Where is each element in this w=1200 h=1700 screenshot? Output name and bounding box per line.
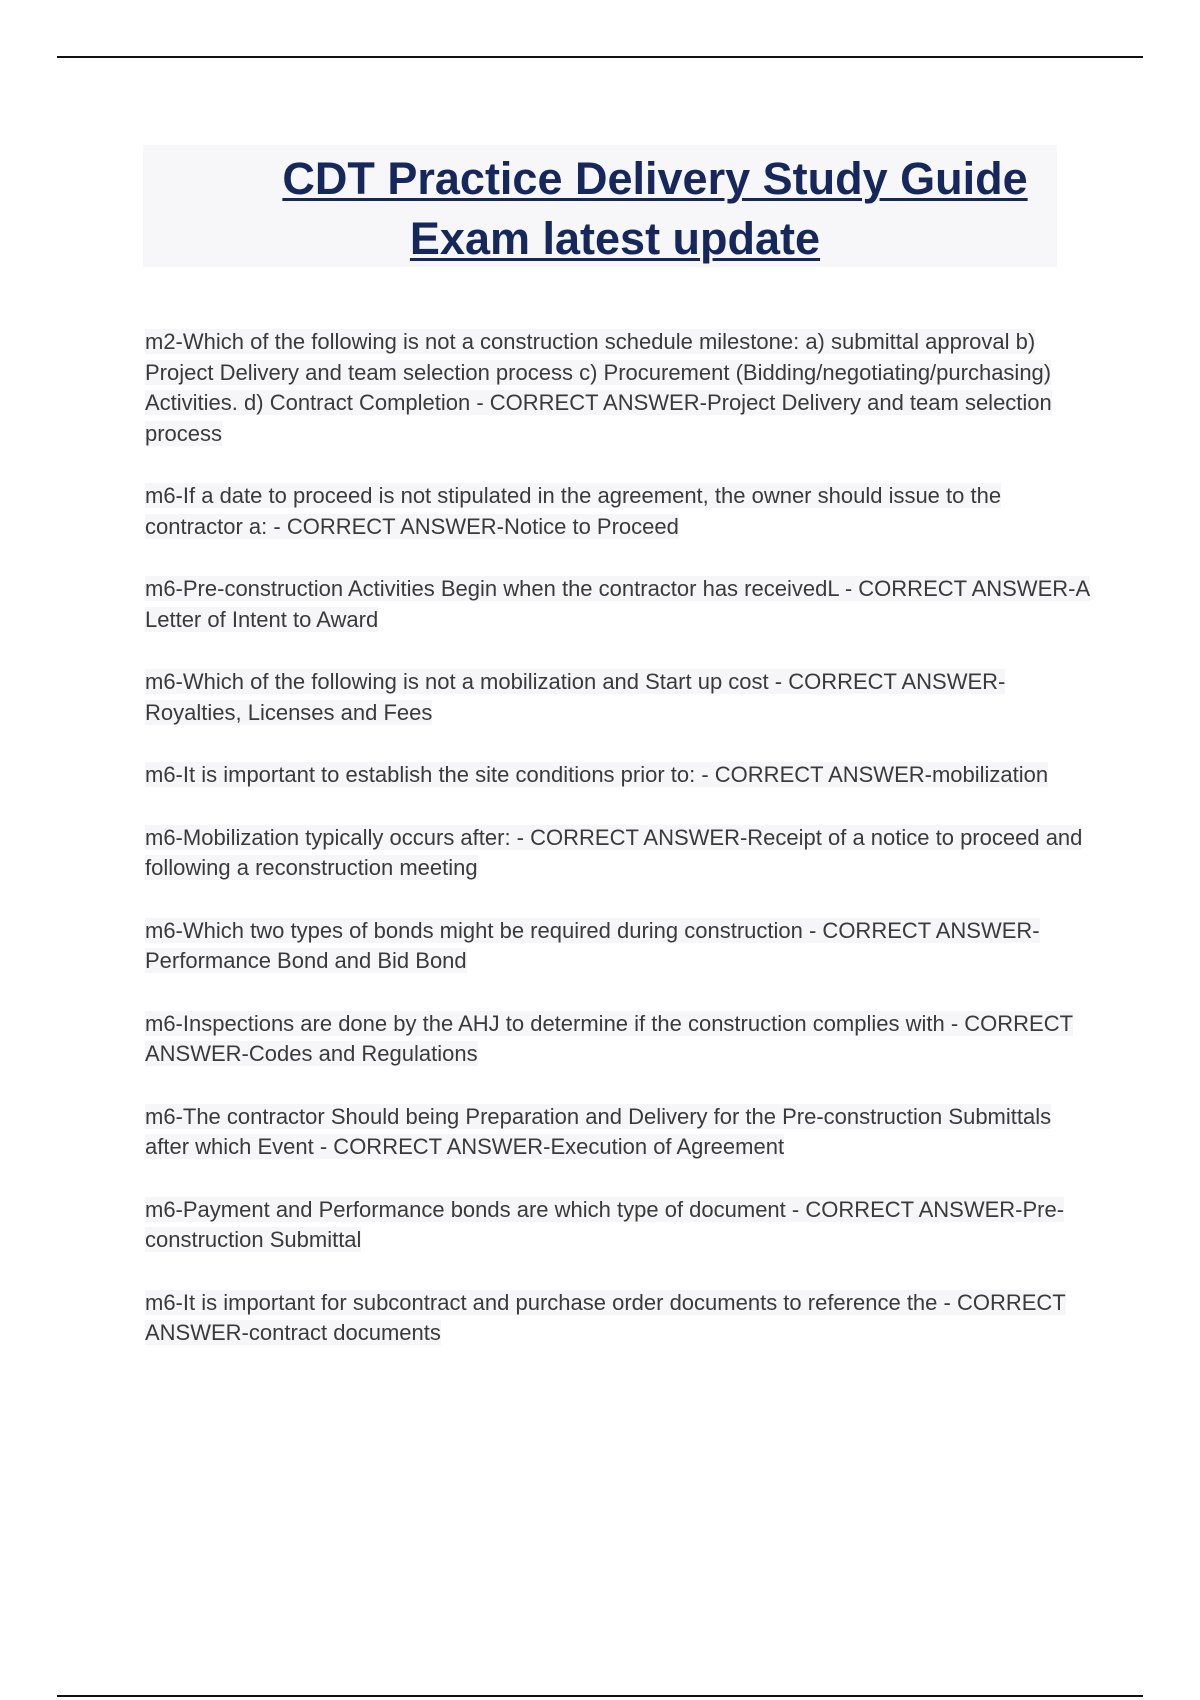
title-line-1: CDT Practice Delivery Study Guide (282, 153, 1028, 204)
qa-item: m6-The contractor Should being Preparation and Delivery for the Pre-construction Submittals after which Event - CORRECT ANSWER-Execution of Agreement (145, 1103, 1052, 1159)
top-rule (57, 56, 1143, 58)
qa-item: m6-It is important for subcontract and purchase order documents to reference the - CORRECT ANSWER-contract documents (145, 1289, 1066, 1345)
qa-list (145, 327, 1095, 1381)
qa-item: m6-Pre-construction Activities Begin when the contractor has receivedL - CORRECT ANSWER-A Letter of Intent to Award (145, 576, 1091, 632)
qa-item: m6-Which of the following is not a mobilization and Start up cost - CORRECT ANSWER-Royalties, Licenses and Fees (145, 669, 1006, 725)
qa-item: m2-Which of the following is not a construction schedule milestone: a) submittal approval b) Project Delivery and team selection process c) Procurement (Bidding/negotiating/purchasing) Activities. d) Contract Completion - CORRECT ANSWER-Project Delivery and team selection process (145, 329, 1052, 446)
qa-item: m6-Payment and Performance bonds are which type of document - CORRECT ANSWER-Pre-construction Submittal (145, 1196, 1065, 1252)
qa-item: m6-It is important to establish the site conditions prior to: - CORRECT ANSWER-mobilization (145, 762, 1049, 787)
bottom-rule (57, 1695, 1143, 1697)
qa-item: m6-Inspections are done by the AHJ to determine if the construction complies with - CORRECT ANSWER-Codes and Regulations (145, 1010, 1074, 1066)
page-title (143, 145, 1057, 269)
qa-item: m6-If a date to proceed is not stipulated in the agreement, the owner should issue to the contractor a: - CORRECT ANSWER-Notice to Proceed (145, 483, 1002, 539)
qa-item: m6-Which two types of bonds might be required during construction - CORRECT ANSWER-Performance Bond and Bid Bond (145, 917, 1040, 973)
title-box (143, 145, 1057, 267)
qa-item: m6-Mobilization typically occurs after: - CORRECT ANSWER-Receipt of a notice to proceed and following a reconstruction meeting (145, 824, 1083, 880)
title-line-2: Exam latest update (409, 213, 821, 264)
